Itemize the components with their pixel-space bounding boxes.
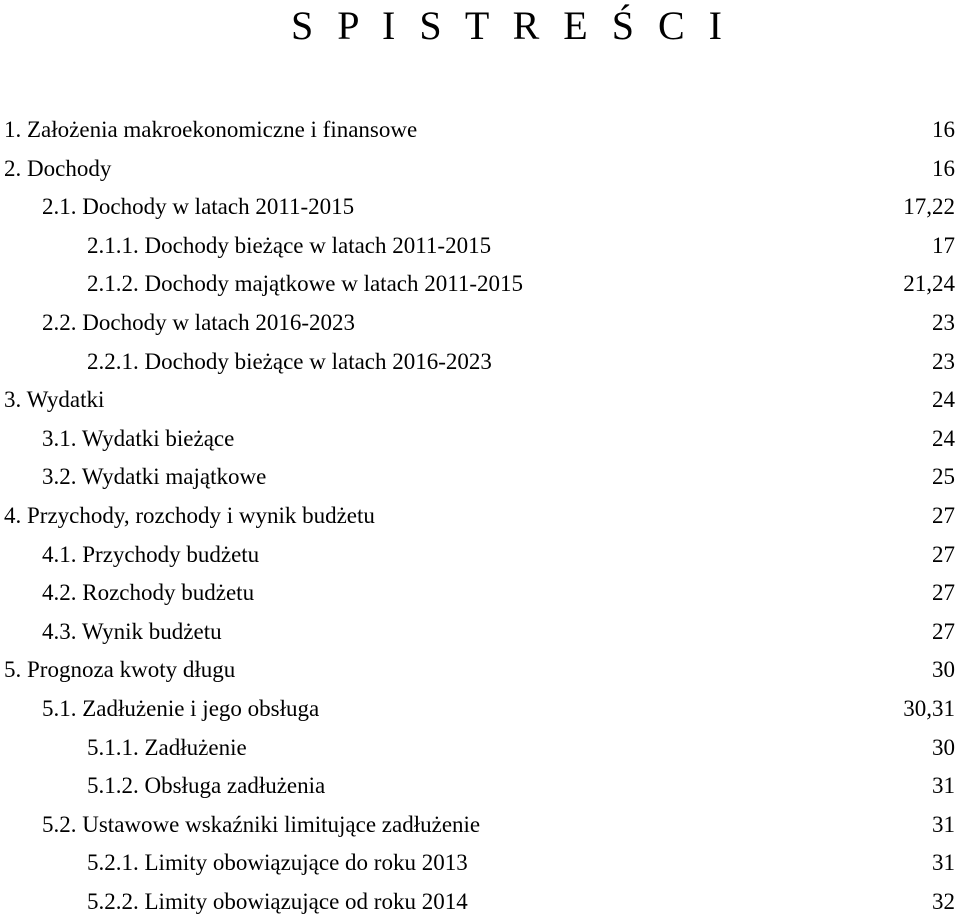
toc-entry-label: 5.1. Zadłużenie i jego obsługa xyxy=(42,695,320,721)
toc-entry-page-number: 24 xyxy=(932,387,955,413)
toc-entry xyxy=(0,227,955,266)
toc-entry-label: 4.2. Rozchody budżetu xyxy=(42,580,255,606)
toc-entry xyxy=(0,497,955,536)
toc-entry-page-number: 31 xyxy=(932,850,955,876)
toc-entry-page-number: 30 xyxy=(932,734,955,760)
toc-entry xyxy=(0,574,955,613)
toc-entry-page-number: 31 xyxy=(932,773,955,799)
toc-entry-page-number: 23 xyxy=(932,309,955,335)
toc-entry-label: 2. Dochody xyxy=(4,155,112,181)
toc-entry xyxy=(0,536,955,575)
toc-entry-label: 5.2.2. Limity obowiązujące od roku 2014 xyxy=(87,888,468,914)
toc-entry-label: 2.2.1. Dochody bieżące w latach 2016-2023 xyxy=(87,348,492,374)
toc-entry xyxy=(0,613,955,652)
toc-entry-page-number: 17,22 xyxy=(903,194,955,220)
toc-entry xyxy=(0,150,955,189)
table-of-contents xyxy=(0,111,955,921)
toc-entry-page-number: 27 xyxy=(932,541,955,567)
toc-entry xyxy=(0,651,955,690)
toc-entry xyxy=(0,304,955,343)
toc-entry-label: 5.2.1. Limity obowiązujące do roku 2013 xyxy=(87,850,468,876)
toc-entry-label: 2.1. Dochody w latach 2011-2015 xyxy=(42,194,355,220)
toc-entry-page-number: 30 xyxy=(932,657,955,683)
toc-entry-label: 2.1.1. Dochody bieżące w latach 2011-2015 xyxy=(87,232,492,258)
toc-entry-page-number: 25 xyxy=(932,464,955,490)
toc-entry xyxy=(0,767,955,806)
toc-entry-page-number: 24 xyxy=(932,425,955,451)
page-title: S P I S T R E Ś C I xyxy=(291,3,729,48)
toc-entry xyxy=(0,883,955,921)
toc-entry xyxy=(0,844,955,883)
toc-entry-label: 4.1. Przychody budżetu xyxy=(42,541,260,567)
toc-entry xyxy=(0,111,955,150)
toc-entry-label: 3.1. Wydatki bieżące xyxy=(42,425,235,451)
toc-entry-page-number: 30,31 xyxy=(903,695,955,721)
toc-entry-label: 5.2. Ustawowe wskaźniki limitujące zadłużenie xyxy=(42,811,481,837)
toc-entry xyxy=(0,806,955,845)
toc-entry-page-number: 31 xyxy=(932,811,955,837)
toc-entry xyxy=(0,458,955,497)
toc-entry-label: 5.1.2. Obsługa zadłużenia xyxy=(87,773,326,799)
toc-entry-label: 5. Prognoza kwoty długu xyxy=(4,657,236,683)
toc-entry xyxy=(0,343,955,382)
toc-entry-page-number: 16 xyxy=(932,155,955,181)
toc-entry xyxy=(0,381,955,420)
toc-entry xyxy=(0,265,955,304)
toc-entry-label: 1. Założenia makroekonomiczne i finansowe xyxy=(4,117,418,142)
toc-entry-label: 3. Wydatki xyxy=(4,387,105,413)
toc-entry-label: 3.2. Wydatki majątkowe xyxy=(42,464,267,490)
toc-entry-label: 4. Przychody, rozchody i wynik budżetu xyxy=(4,502,375,528)
toc-entry-label: 2.2. Dochody w latach 2016-2023 xyxy=(42,309,355,335)
toc-entry-page-number: 21,24 xyxy=(903,271,955,297)
toc-entry-page-number: 32 xyxy=(932,888,955,914)
toc-entry-page-number: 27 xyxy=(932,502,955,528)
toc-entry-page-number: 27 xyxy=(932,580,955,606)
toc-entry-label: 2.1.2. Dochody majątkowe w latach 2011-2015 xyxy=(87,271,524,297)
toc-entry xyxy=(0,690,955,729)
toc-entry-page-number: 17 xyxy=(932,232,955,258)
toc-entry-label: 4.3. Wynik budżetu xyxy=(42,618,222,644)
toc-entry-page-number: 27 xyxy=(932,618,955,644)
toc-entry xyxy=(0,729,955,768)
toc-entry xyxy=(0,188,955,227)
toc-entry-page-number: 23 xyxy=(932,348,955,374)
toc-entry-label: 5.1.1. Zadłużenie xyxy=(87,734,247,760)
toc-entry xyxy=(0,420,955,459)
toc-entry-page-number: 16 xyxy=(932,117,955,142)
